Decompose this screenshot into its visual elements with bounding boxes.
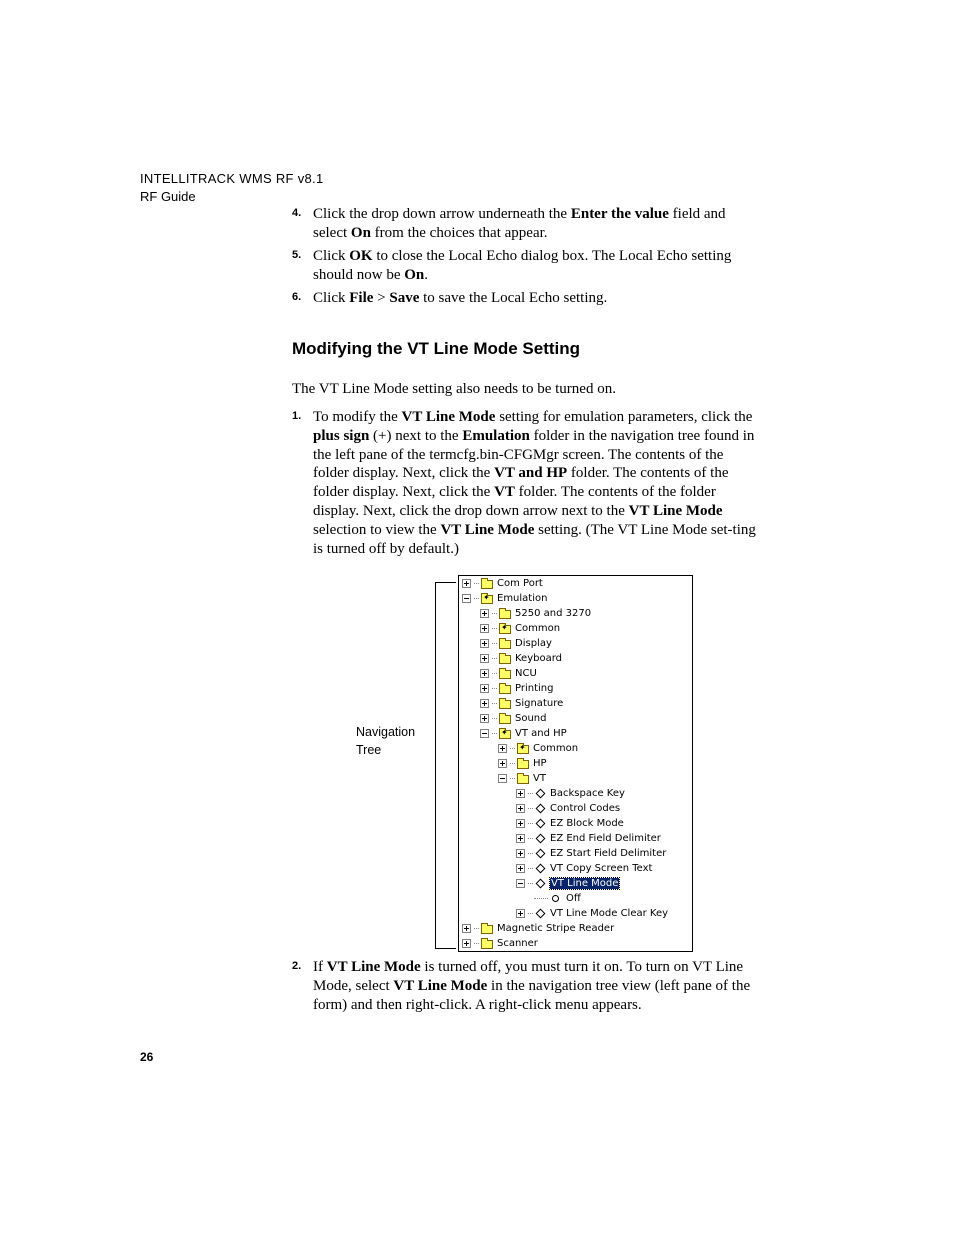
folder-icon bbox=[499, 730, 511, 739]
setting-icon bbox=[536, 879, 546, 889]
tree-node[interactable] bbox=[516, 861, 652, 876]
expand-icon[interactable] bbox=[480, 699, 489, 708]
tree-connector bbox=[510, 778, 515, 779]
expand-icon[interactable] bbox=[480, 669, 489, 678]
folder-icon bbox=[499, 685, 511, 694]
collapse-icon[interactable] bbox=[480, 729, 489, 738]
expand-icon[interactable] bbox=[480, 609, 489, 618]
tree-connector bbox=[528, 793, 533, 794]
expand-icon[interactable] bbox=[480, 714, 489, 723]
expand-icon[interactable] bbox=[516, 804, 525, 813]
tree-node[interactable] bbox=[516, 816, 624, 831]
tree-node[interactable] bbox=[516, 906, 668, 921]
tree-node[interactable] bbox=[516, 786, 625, 801]
header-guide: RF Guide bbox=[140, 189, 196, 204]
step-text: Click the drop down arrow underneath the Enter the value field and select On from the choices that appear. bbox=[313, 206, 726, 241]
expand-icon[interactable] bbox=[516, 849, 525, 858]
folder-icon bbox=[499, 640, 511, 649]
tree-node[interactable] bbox=[534, 891, 581, 906]
tree-connector bbox=[492, 658, 497, 659]
folder-icon bbox=[499, 700, 511, 709]
expand-icon[interactable] bbox=[462, 924, 471, 933]
tree-node[interactable] bbox=[462, 591, 547, 606]
step-1 bbox=[292, 408, 762, 558]
tree-node[interactable] bbox=[462, 936, 538, 951]
tree-node-label[interactable]: VT Line Mode Clear Key bbox=[550, 908, 669, 919]
tree-node[interactable] bbox=[480, 651, 562, 666]
folder-icon bbox=[499, 715, 511, 724]
step-6 bbox=[292, 289, 762, 308]
tree-connector bbox=[474, 928, 479, 929]
step-number: 5. bbox=[292, 249, 302, 261]
section-intro: The VT Line Mode setting also needs to be turned on. bbox=[292, 381, 616, 397]
expand-icon[interactable] bbox=[498, 759, 507, 768]
expand-icon[interactable] bbox=[516, 834, 525, 843]
tree-node-label[interactable]: Emulation bbox=[497, 593, 548, 604]
folder-icon bbox=[517, 775, 529, 784]
folder-icon bbox=[499, 655, 511, 664]
setting-icon bbox=[536, 804, 546, 814]
tree-node[interactable] bbox=[480, 726, 567, 741]
folder-icon bbox=[517, 760, 529, 769]
figure-bracket bbox=[435, 582, 456, 949]
tree-node[interactable] bbox=[516, 876, 619, 891]
tree-connector bbox=[510, 763, 515, 764]
header-product-name: INTELLITRACK bbox=[140, 171, 236, 186]
tree-node-label[interactable]: VT Line Mode bbox=[551, 878, 619, 889]
header-product-name-rest: WMS RF bbox=[239, 171, 294, 186]
tree-connector bbox=[492, 628, 497, 629]
tree-connector bbox=[492, 718, 497, 719]
option-icon bbox=[552, 895, 559, 902]
step-number: 4. bbox=[292, 207, 302, 219]
tree-node[interactable] bbox=[480, 606, 591, 621]
figure-label bbox=[356, 723, 415, 759]
expand-icon[interactable] bbox=[462, 579, 471, 588]
figure-label-line-2: Tree bbox=[356, 743, 382, 757]
header-version: v8.1 bbox=[297, 171, 324, 186]
folder-icon bbox=[499, 670, 511, 679]
tree-connector bbox=[474, 583, 479, 584]
tree-connector bbox=[474, 598, 479, 599]
folder-icon bbox=[517, 745, 529, 754]
setting-icon bbox=[536, 789, 546, 799]
step-number: 2. bbox=[292, 960, 302, 972]
tree-node-label[interactable]: 5250 and 3270 bbox=[515, 608, 592, 619]
tree-node-label[interactable]: Control Codes bbox=[550, 803, 621, 814]
tree-node[interactable] bbox=[480, 681, 553, 696]
tree-node-label[interactable]: EZ End Field Delimiter bbox=[550, 833, 661, 844]
running-header bbox=[140, 170, 323, 206]
tree-node-label[interactable]: NCU bbox=[515, 668, 537, 679]
tree-node-label[interactable]: Display bbox=[515, 638, 552, 649]
tree-node-label[interactable]: EZ Block Mode bbox=[550, 818, 624, 829]
setting-icon bbox=[536, 909, 546, 919]
section-heading: Modifying the VT Line Mode Setting bbox=[292, 339, 581, 358]
tree-node[interactable] bbox=[480, 621, 560, 636]
tree-connector bbox=[528, 808, 533, 809]
tree-node-label[interactable]: Common bbox=[533, 743, 579, 754]
tree-node[interactable] bbox=[462, 576, 543, 591]
tree-node-label[interactable]: Magnetic Stripe Reader bbox=[497, 923, 615, 934]
tree-node[interactable] bbox=[462, 921, 614, 936]
navigation-tree[interactable] bbox=[458, 575, 693, 952]
tree-connector bbox=[492, 673, 497, 674]
expand-icon[interactable] bbox=[516, 909, 525, 918]
expand-icon[interactable] bbox=[516, 864, 525, 873]
setting-icon bbox=[536, 864, 546, 874]
expand-icon[interactable] bbox=[480, 639, 489, 648]
expand-icon[interactable] bbox=[516, 819, 525, 828]
tree-node-label[interactable]: Keyboard bbox=[515, 653, 563, 664]
folder-icon bbox=[481, 925, 493, 934]
tree-connector bbox=[510, 748, 515, 749]
folder-icon bbox=[499, 610, 511, 619]
tree-node-label[interactable]: HP bbox=[533, 758, 547, 769]
step-text: Click OK to close the Local Echo dialog box. The Local Echo setting should now be On. bbox=[313, 248, 732, 283]
step-number: 1. bbox=[292, 410, 302, 422]
tree-node-label[interactable]: VT and HP bbox=[515, 728, 567, 739]
folder-icon bbox=[481, 940, 493, 949]
collapse-icon[interactable] bbox=[516, 879, 525, 888]
page-number: 26 bbox=[140, 1050, 154, 1064]
tree-node[interactable] bbox=[516, 846, 666, 861]
step-5 bbox=[292, 247, 762, 285]
folder-icon bbox=[499, 625, 511, 634]
tree-node-label[interactable]: EZ Start Field Delimiter bbox=[550, 848, 667, 859]
collapse-icon[interactable] bbox=[498, 774, 507, 783]
tree-node-label[interactable]: Backspace Key bbox=[550, 788, 625, 799]
header-title bbox=[140, 170, 323, 188]
expand-icon[interactable] bbox=[462, 939, 471, 948]
figure-label-line-1: Navigation bbox=[356, 725, 416, 739]
tree-node[interactable] bbox=[516, 831, 661, 846]
tree-node[interactable] bbox=[498, 756, 547, 771]
tree-connector bbox=[474, 943, 479, 944]
expand-icon[interactable] bbox=[480, 624, 489, 633]
tree-node-label[interactable]: VT bbox=[533, 773, 546, 784]
tree-connector bbox=[528, 823, 533, 824]
expand-icon[interactable] bbox=[498, 744, 507, 753]
tree-connector bbox=[528, 868, 533, 869]
tree-connector bbox=[528, 853, 533, 854]
tree-connector bbox=[492, 643, 497, 644]
tree-connector bbox=[534, 898, 548, 899]
tree-connector bbox=[528, 883, 533, 884]
tree-node[interactable] bbox=[480, 711, 547, 726]
step-2 bbox=[292, 958, 762, 1014]
tree-node[interactable] bbox=[480, 636, 552, 651]
tree-connector bbox=[492, 613, 497, 614]
tree-connector bbox=[528, 913, 533, 914]
tree-node-label[interactable]: VT Copy Screen Text bbox=[550, 863, 653, 874]
tree-node[interactable] bbox=[498, 771, 546, 786]
expand-icon[interactable] bbox=[480, 654, 489, 663]
tree-connector bbox=[492, 688, 497, 689]
step-text: Click File > Save to save the Local Echo setting. bbox=[313, 290, 608, 306]
tree-node[interactable] bbox=[480, 696, 563, 711]
step-number: 6. bbox=[292, 291, 302, 303]
tree-node[interactable] bbox=[480, 666, 537, 681]
step-text: To modify the VT Line Mode setting for emulation parameters, click the plus sign (+) next to the Emulation folder in the navigation tree found in the left pane of the termcfg.bin-CFGMgr screen. The contents of the folder display. Next, click the VT and HP folder. The contents of the folder display. Next, click the VT folder. The contents of the folder display. Next, click the drop down arrow next to the VT Line Mode selection to view the VT Line Mode setting. (The VT Line Mode set-ting is turned off by default.) bbox=[313, 409, 756, 557]
tree-node-label[interactable]: Printing bbox=[515, 683, 554, 694]
setting-icon bbox=[536, 834, 546, 844]
tree-node-label[interactable]: Signature bbox=[515, 698, 564, 709]
folder-icon bbox=[481, 580, 493, 589]
setting-icon bbox=[536, 819, 546, 829]
tree-node-label[interactable]: Off bbox=[566, 893, 581, 904]
collapse-icon[interactable] bbox=[462, 594, 471, 603]
setting-icon bbox=[536, 849, 546, 859]
tree-connector bbox=[492, 733, 497, 734]
tree-node[interactable] bbox=[498, 741, 578, 756]
step-4 bbox=[292, 205, 762, 243]
tree-node-label[interactable]: Com Port bbox=[497, 578, 543, 589]
tree-node-label[interactable]: Sound bbox=[515, 713, 547, 724]
tree-node[interactable] bbox=[516, 801, 620, 816]
expand-icon[interactable] bbox=[480, 684, 489, 693]
tree-node-label[interactable]: Scanner bbox=[497, 938, 538, 949]
tree-connector bbox=[492, 703, 497, 704]
step-text: If VT Line Mode is turned off, you must turn it on. To turn on VT Line Mode, select VT Line Mode in the navigation tree view (left pane of the form) and then right-click. A right-click menu appears. bbox=[313, 959, 751, 1013]
folder-icon bbox=[481, 595, 493, 604]
tree-connector bbox=[528, 838, 533, 839]
expand-icon[interactable] bbox=[516, 789, 525, 798]
tree-node-label[interactable]: Common bbox=[515, 623, 561, 634]
